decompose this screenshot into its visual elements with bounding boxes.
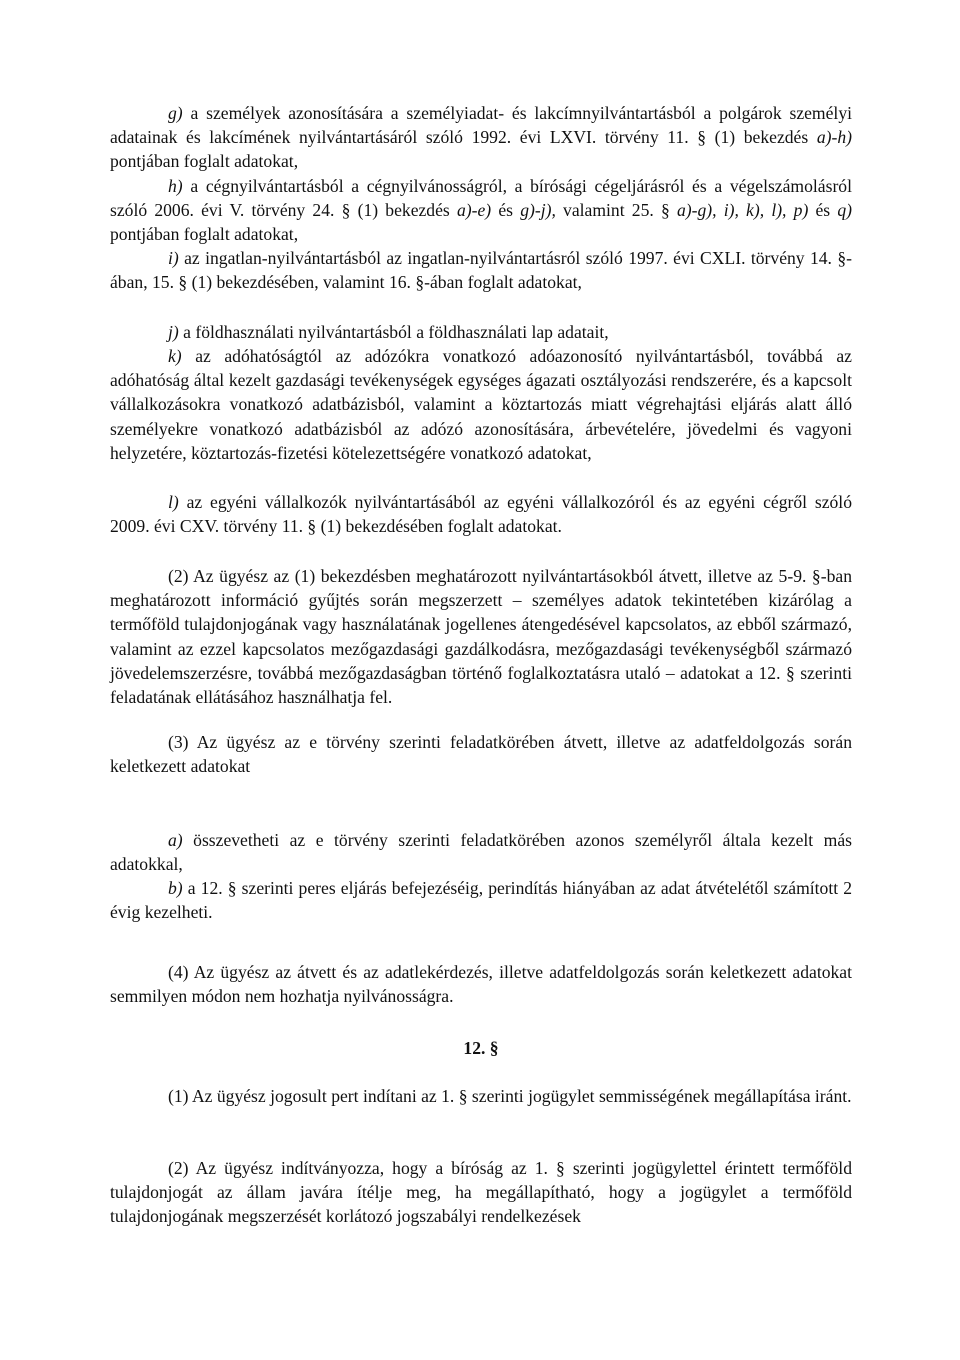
paragraph-2: [110, 564, 852, 709]
point-marker: i): [168, 248, 179, 268]
paragraph-text: (1) Az ügyész jogosult pert indítani az 1. § szerinti jogügylet semmisségének megállapítása iránt.: [168, 1086, 852, 1106]
paragraph-text: (4) Az ügyész az átvett és az adatlekérdezés, illetve adatfeldolgozás során keletkezett adatokat semmilyen módon nem hozhatja nyilvánosságra.: [110, 962, 852, 1007]
paragraph-i: [110, 246, 852, 294]
paragraph-12-2: [110, 1156, 852, 1229]
paragraph-text: pontjában foglalt adatokat,: [110, 224, 299, 245]
paragraph-g: [110, 101, 852, 174]
point-marker: a)-g), i), k), l), p): [676, 200, 809, 221]
paragraph-text: a 12. § szerinti peres eljárás befejezéséig, perindítás hiányában az adat átvételétől számított 2 évig kezelheti.: [110, 878, 852, 923]
paragraph-text: és: [808, 200, 838, 221]
paragraph-text: pontjában foglalt adatokat,: [110, 151, 299, 172]
point-marker: a): [168, 830, 183, 850]
point-marker: j): [168, 322, 179, 342]
paragraph-text: az egyéni vállalkozók nyilvántartásából az egyéni vállalkozóról és az egyéni cégről szóló 2009. évi CXV. törvény 11. § (1) bekezdésében foglalt adatokat.: [110, 492, 852, 537]
point-marker: a)-e): [456, 200, 492, 221]
point-marker: l): [168, 492, 179, 512]
paragraph-text: az adóhatóságtól az adózókra vonatkozó adóazonosító nyilvántartásból, továbbá az adóhatóság által kezelt gazdasági tevékenységek egységes ágazati osztályozási rendszerére, és a kapcsolt vállalkozásokra vonatkozó adatbázisból, valamint a köztartozás miatt végrehajtási eljárás alatt álló személyekre vonatkozó adatbázisból az adózó azonosítására, árbevételére, jövedelmi és vagyoni helyzetére, köztartozás-fizetési kötelezettségére vonatkozó adatokat,: [110, 346, 852, 463]
paragraph-text: a földhasználati nyilvántartásból a földhasználati lap adatait,: [178, 322, 609, 342]
paragraph-text: összevetheti az e törvény szerinti feladatkörében azonos személyről általa kezelt más adatokkal,: [110, 830, 852, 875]
paragraph-text: (3) Az ügyész az e törvény szerinti feladatkörében átvett, illetve az adatfeldolgozás során keletkezett adatokat: [110, 732, 852, 777]
point-marker: h): [168, 176, 183, 196]
point-marker: k): [168, 346, 182, 366]
paragraph-text: (2) Az ügyész az (1) bekezdésben meghatározott nyilvántartásokból átvett, illetve az 5-9. §-ban meghatározott információ gyűjtés során megszerzett – személyes adatok tekintetében kizárólag a termőföld tulajdonjogának vagy használatának jogellenes átengedésével kapcsolatos, az ebből származó, valamint az ezzel kapcsolatos mezőgazdasági gazdálkodásra, mezőgazdasági tevékenységből származó jövedelemszerzésre, továbbá mezőgazdaságban történő foglalkoztatásra utaló – adatokat a 12. § szerinti feladatának ellátásához használhatja fel.: [110, 566, 852, 708]
paragraph-h: [110, 174, 852, 247]
paragraph-text: (2) Az ügyész indítványozza, hogy a bíróság az 1. § szerinti jogügylettel érintett termőföld tulajdonjogát az állam javára ítélje meg, ha megállapítható, hogy a jogügylet a termőföld tulajdonjogának megszerzését korlátozó jogszabályi rendelkezések: [110, 1158, 852, 1227]
point-marker: b): [168, 878, 183, 898]
point-marker: a)-h): [816, 127, 852, 148]
paragraph-3a: [110, 828, 852, 876]
point-marker: g): [168, 103, 183, 123]
paragraph-k: [110, 344, 852, 465]
section-heading: 12. §: [463, 1038, 499, 1058]
point-marker: g)-j),: [520, 200, 556, 221]
paragraph-text: az ingatlan-nyilvántartásból az ingatlan-nyilvántartásról szóló 1997. évi CXLI. törvény 14. §-ában, 15. § (1) bekezdésében, valamint 16. §-ában foglalt adatokat,: [110, 248, 852, 293]
paragraph-text: a cégnyilvántartásból a cégnyilvánosságról, a bírósági cégeljárásról és a végelszámolásról szóló 2006. évi V. törvény 24. § (1) bekezdés: [110, 176, 852, 221]
paragraph-12-1: [110, 1084, 852, 1108]
point-marker: q): [837, 200, 853, 221]
paragraph-l: [110, 490, 852, 538]
paragraph-j: [110, 320, 852, 344]
paragraph-4: [110, 960, 852, 1008]
paragraph-text: a személyek azonosítására a személyiadat- és lakcímnyilvántartásból a polgárok személyi adatainak és lakcímének nyilvántartásáról szóló 1992. évi LXVI. törvény 11. § (1) bekezdés: [110, 103, 852, 148]
paragraph-3b: [110, 876, 852, 924]
paragraph-text: valamint 25. §: [555, 200, 677, 221]
paragraph-text: és: [491, 200, 521, 221]
paragraph-3: [110, 730, 852, 778]
